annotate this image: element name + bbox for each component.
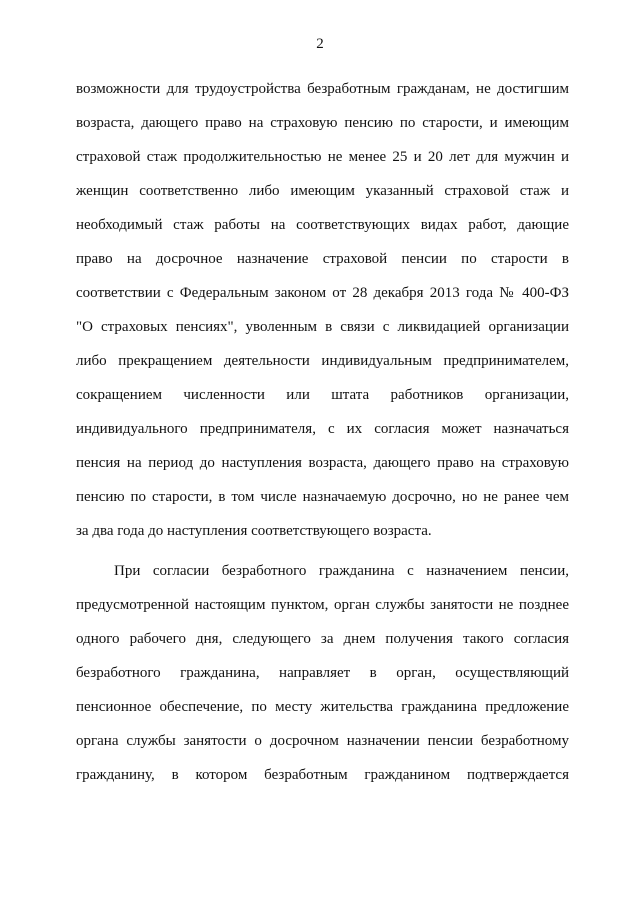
paragraph-1 bbox=[76, 72, 569, 548]
paragraph-line: либо прекращением деятельности индивидуальным предпринимателем, bbox=[76, 353, 569, 369]
paragraph-line: право на досрочное назначение страховой пенсии по старости в bbox=[76, 251, 569, 267]
paragraph-line: за два года до наступления соответствующего возраста. bbox=[76, 523, 432, 539]
paragraph-2 bbox=[76, 554, 569, 792]
paragraph-line: пенсия на период до наступления возраста, дающего право на страховую bbox=[76, 455, 569, 471]
paragraph-line: индивидуального предпринимателя, с их согласия может назначаться bbox=[76, 421, 569, 437]
paragraph-line: пенсионное обеспечение, по месту жительства гражданина предложение bbox=[76, 699, 569, 715]
paragraph-line: соответствии с Федеральным законом от 28 декабря 2013 года № 400-ФЗ bbox=[76, 285, 569, 301]
paragraph-line: пенсию по старости, в том числе назначаемую досрочно, но не ранее чем bbox=[76, 489, 569, 505]
paragraph-line: страховой стаж продолжительностью не менее 25 и 20 лет для мужчин и bbox=[76, 149, 569, 165]
paragraph-line: предусмотренной настоящим пунктом, орган службы занятости не позднее bbox=[76, 597, 569, 613]
paragraph-line: одного рабочего дня, следующего за днем получения такого согласия bbox=[76, 631, 569, 647]
paragraph-line: гражданину, в котором безработным гражданином подтверждается bbox=[76, 767, 569, 783]
paragraph-line: возможности для трудоустройства безработным гражданам, не достигшим bbox=[76, 81, 569, 97]
paragraph-line: необходимый стаж работы на соответствующих видах работ, дающие bbox=[76, 217, 569, 233]
paragraph-line: женщин соответственно либо имеющим указанный страховой стаж и bbox=[76, 183, 569, 199]
paragraph-line: возраста, дающего право на страховую пенсию по старости, и имеющим bbox=[76, 115, 569, 131]
page-number: 2 bbox=[316, 36, 324, 52]
paragraph-line: безработного гражданина, направляет в орган, осуществляющий bbox=[76, 665, 569, 681]
paragraph-line: При согласии безработного гражданина с назначением пенсии, bbox=[114, 563, 569, 579]
paragraph-line: "О страховых пенсиях", уволенным в связи с ликвидацией организации bbox=[76, 319, 569, 335]
paragraph-line: сокращением численности или штата работников организации, bbox=[76, 387, 569, 403]
paragraph-line: органа службы занятости о досрочном назначении пенсии безработному bbox=[76, 733, 569, 749]
